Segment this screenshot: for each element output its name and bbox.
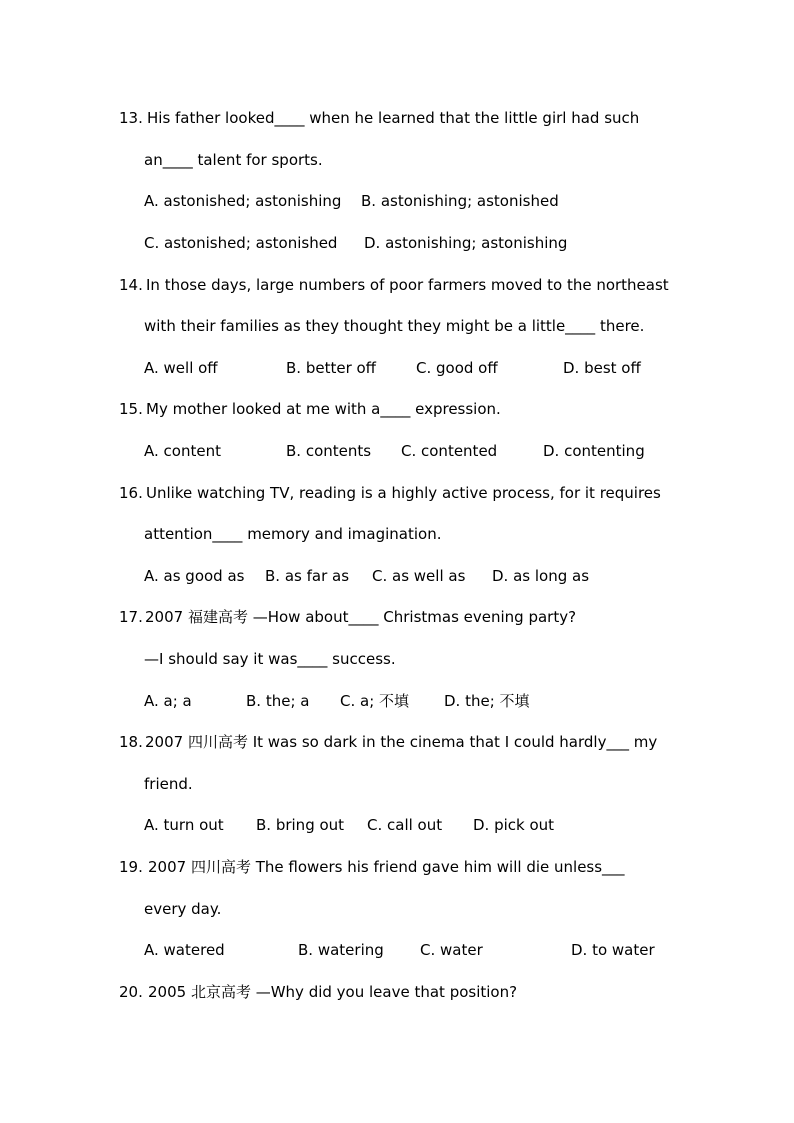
option-b: B. astonishing; astonished bbox=[361, 192, 559, 210]
question-stem-line: My mother looked at me with a____ expression. bbox=[146, 400, 501, 418]
question-stem-line: friend. bbox=[144, 775, 193, 793]
option-d: D. pick out bbox=[473, 816, 555, 834]
option-c: C. call out bbox=[367, 816, 443, 834]
question-number: 15. bbox=[119, 400, 143, 418]
question-stem-line: an____ talent for sports. bbox=[144, 151, 323, 169]
question-stem-line: In those days, large numbers of poor farmers moved to the northeast bbox=[146, 276, 669, 294]
option-d: D. the; 不填 bbox=[444, 692, 530, 710]
option-d: D. contenting bbox=[543, 442, 645, 460]
option-b: B. as far as bbox=[265, 567, 350, 585]
option-a: A. turn out bbox=[144, 816, 224, 834]
option-c: C. astonished; astonished bbox=[144, 234, 338, 252]
question-stem-line: every day. bbox=[144, 900, 222, 918]
question-number: 20. bbox=[119, 983, 143, 1001]
option-b: B. bring out bbox=[256, 816, 345, 834]
question-number: 19. bbox=[119, 858, 143, 876]
question-stem-line: with their families as they thought they might be a little____ there. bbox=[144, 317, 645, 335]
option-c: C. contented bbox=[401, 442, 498, 460]
option-b: B. better off bbox=[286, 359, 377, 377]
option-a: A. astonished; astonishing bbox=[144, 192, 342, 210]
option-a: A. a; a bbox=[144, 692, 192, 710]
option-a: A. well off bbox=[144, 359, 218, 377]
option-c: C. water bbox=[420, 941, 483, 959]
question-stem-line: His father looked____ when he learned that the little girl had such bbox=[147, 109, 640, 127]
question-stem-line: 2007 四川高考 It was so dark in the cinema that I could hardly___ my bbox=[145, 733, 658, 751]
question-number: 16. bbox=[119, 484, 143, 502]
question-stem-line: attention____ memory and imagination. bbox=[144, 525, 442, 543]
option-c: C. a; 不填 bbox=[340, 692, 410, 710]
option-c: C. good off bbox=[416, 359, 498, 377]
option-b: B. contents bbox=[286, 442, 372, 460]
question-stem-line: Unlike watching TV, reading is a highly active process, for it requires bbox=[146, 484, 661, 502]
option-a: A. content bbox=[144, 442, 221, 460]
question-number: 14. bbox=[119, 276, 143, 294]
option-b: B. the; a bbox=[246, 692, 310, 710]
option-d: D. to water bbox=[571, 941, 655, 959]
option-a: A. as good as bbox=[144, 567, 245, 585]
question-stem-line: 2005 北京高考 —Why did you leave that position? bbox=[148, 983, 518, 1001]
option-d: D. astonishing; astonishing bbox=[364, 234, 568, 252]
option-b: B. watering bbox=[298, 941, 384, 959]
question-number: 18. bbox=[119, 733, 143, 751]
option-c: C. as well as bbox=[372, 567, 466, 585]
option-a: A. watered bbox=[144, 941, 225, 959]
question-number: 13. bbox=[119, 109, 143, 127]
question-number: 17. bbox=[119, 608, 143, 626]
option-d: D. best off bbox=[563, 359, 641, 377]
option-d: D. as long as bbox=[492, 567, 590, 585]
question-stem-line: —I should say it was____ success. bbox=[144, 650, 396, 668]
question-stem-line: 2007 福建高考 —How about____ Christmas evening party? bbox=[145, 608, 577, 626]
question-stem-line: 2007 四川高考 The flowers his friend gave him will die unless___ bbox=[148, 858, 625, 876]
